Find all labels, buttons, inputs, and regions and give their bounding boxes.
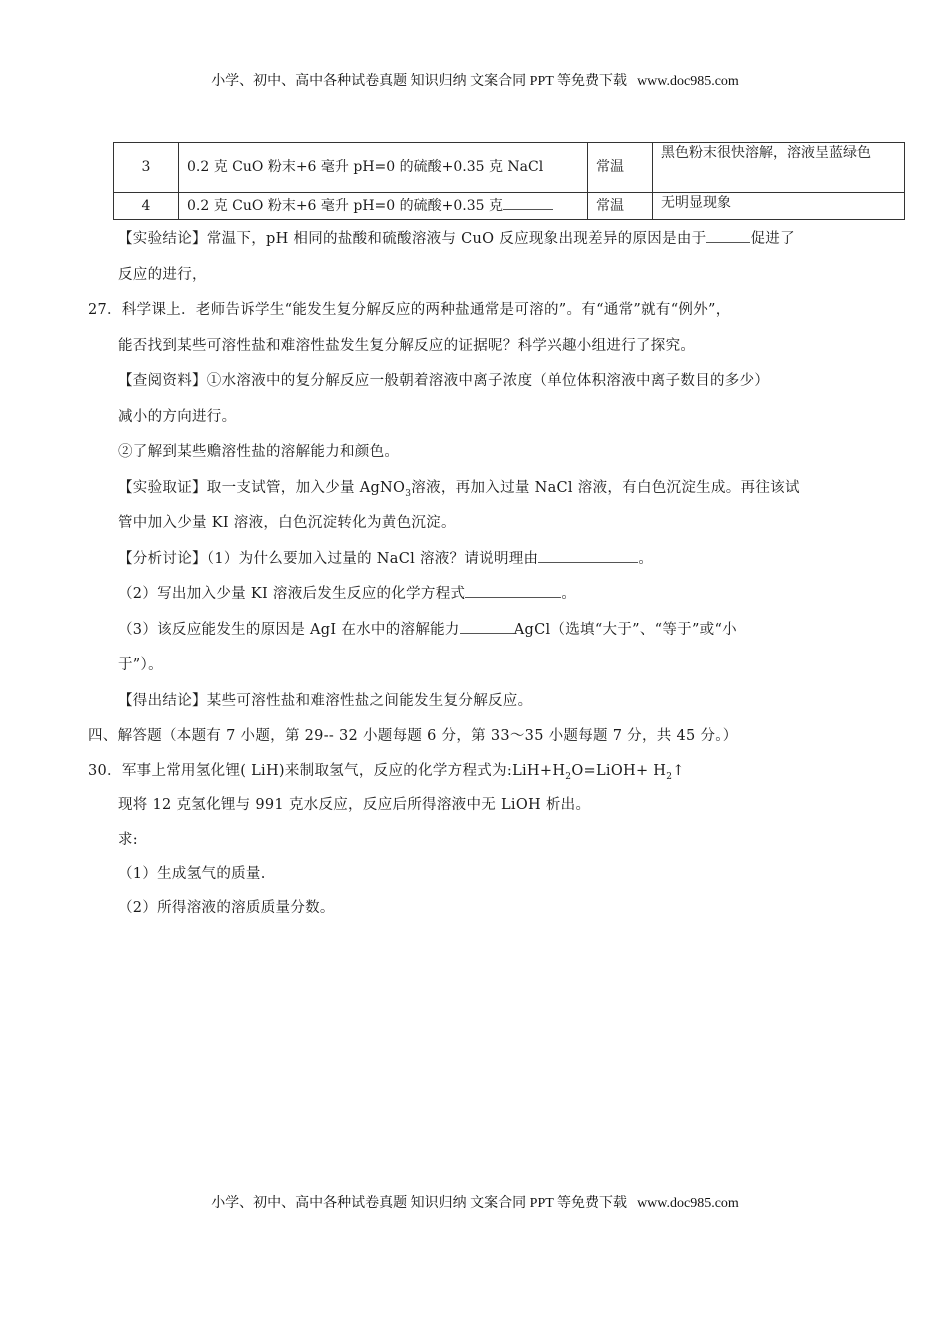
section-4-title: 四、解答题（本题有 7 小题，第 29-- 32 小题每题 6 分，第 33～35 小题每题 7 分，共 45 分。） — [88, 728, 738, 744]
subscript: 2 — [565, 771, 572, 782]
fill-blank[interactable] — [706, 230, 750, 243]
cell-temp: 常温 — [588, 193, 653, 220]
table-row — [114, 193, 905, 220]
cell-result: 无明显现象 — [653, 193, 905, 220]
text: 溶液，再加入过量 NaCl 溶液，有白色沉淀生成。再往该试 — [411, 480, 800, 496]
cell-temp: 常温 — [588, 143, 653, 193]
cell-desc: 0.2 克 CuO 粉末+6 毫升 pH=0 的硫酸+0.35 克 NaCl — [179, 143, 588, 193]
fill-blank[interactable] — [460, 621, 514, 634]
q27-reference-2: ②了解到某些赡溶性盐的溶解能力和颜色。 — [118, 444, 400, 460]
cell-result: 黑色粉末很快溶解，溶液呈蓝绿色 — [653, 143, 905, 193]
q30-stem — [88, 759, 685, 782]
text: 。 — [638, 551, 654, 567]
q30-part-2: （2）所得溶液的溶质质量分数。 — [118, 900, 335, 916]
text: （3）该反应能发生的原因是 AgI 在水中的溶解能力 — [118, 622, 460, 638]
cell-desc — [179, 193, 588, 220]
header-text: 小学、初中、高中各种试卷真题 知识归纳 文案合同 PPT 等免费下载 — [211, 74, 628, 89]
cell-no: 4 — [114, 193, 179, 220]
q27-stem-line1: 27．科学课上．老师告诉学生“能发生复分解反应的两种盐通常是可溶的”。有“通常”就有“例外”， — [88, 302, 731, 318]
text: 【分析讨论】（1）为什么要加入过量的 NaCl 溶液？请说明理由 — [118, 551, 539, 567]
cell-no: 3 — [114, 143, 179, 193]
footer-text: 小学、初中、高中各种试卷真题 知识归纳 文案合同 PPT 等免费下载 — [211, 1196, 628, 1211]
fill-blank[interactable] — [538, 550, 638, 563]
text: 。 — [561, 586, 577, 602]
q27-discussion-3-cont: 于”）。 — [118, 657, 163, 673]
q26-conclusion — [118, 227, 795, 248]
q27-experiment-cont: 管中加入少量 KI 溶液，白色沉淀转化为黄色沉淀。 — [118, 515, 456, 531]
text: 30．军事上常用氢化锂( LiH)来制取氢气，反应的化学方程式为:LiH+H — [88, 763, 566, 779]
fill-blank[interactable] — [503, 197, 553, 210]
q27-conclusion: 【得出结论】某些可溶性盐和难溶性盐之间能发生复分解反应。 — [118, 693, 533, 709]
q27-experiment — [118, 476, 800, 499]
q27-stem-line2: 能否找到某些可溶性盐和难溶性盐发生复分解反应的证据呢？科学兴趣小组进行了探究。 — [118, 338, 696, 354]
q30-ask: 求: — [118, 832, 138, 848]
page-footer — [0, 1192, 950, 1212]
q27-reference-1-cont: 减小的方向进行。 — [118, 409, 237, 425]
page-header — [0, 70, 950, 90]
text: 【实验取证】取一支试管，加入少量 AgNO — [118, 480, 406, 496]
subscript: 3 — [405, 488, 412, 499]
experiment-table — [113, 142, 905, 220]
header-url: www.doc985.com — [637, 74, 739, 89]
text: （2）写出加入少量 KI 溶液后发生反应的化学方程式 — [118, 586, 466, 602]
text: 【实验结论】常温下，pH 相同的盐酸和硫酸溶液与 CuO 反应现象出现差异的原因是由于 — [118, 231, 707, 247]
text: AgCl（选填“大于”、“等于”或“小 — [513, 622, 737, 638]
subscript: 2 — [666, 771, 673, 782]
q27-discussion-3 — [118, 618, 737, 639]
q27-reference-1: 【查阅资料】①水溶液中的复分解反应一般朝着溶液中离子浓度（单位体积溶液中离子数目的多少） — [118, 373, 770, 389]
up-arrow-icon: ↑ — [672, 763, 685, 779]
footer-url: www.doc985.com — [637, 1196, 739, 1211]
q30-part-1: （1）生成氢气的质量. — [118, 866, 266, 882]
q30-given: 现将 12 克氢化锂与 991 克水反应，反应后所得溶液中无 LiOH 析出。 — [118, 797, 591, 813]
text: O=LiOH+ H — [571, 763, 667, 779]
fill-blank[interactable] — [465, 585, 561, 598]
cell-desc-text: 0.2 克 CuO 粉末+6 毫升 pH=0 的硫酸+0.35 克 — [187, 198, 503, 214]
q27-discussion-2 — [118, 582, 576, 603]
q26-conclusion-cont: 反应的进行， — [118, 267, 207, 283]
table-row — [114, 143, 905, 193]
text: 促进了 — [750, 231, 795, 247]
q27-discussion-1 — [118, 547, 653, 568]
